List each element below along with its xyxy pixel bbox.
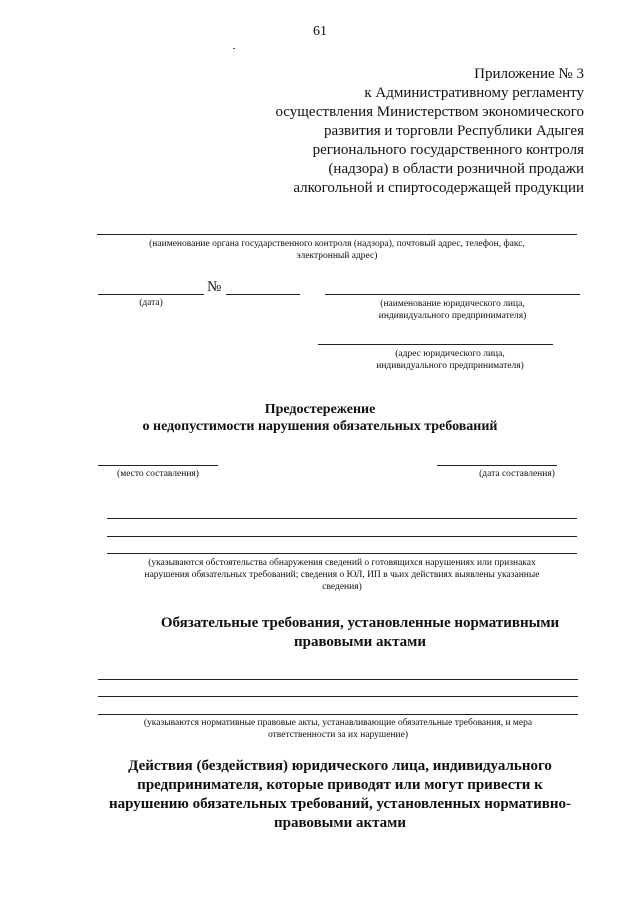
document-title — [0, 401, 640, 435]
fill-line — [98, 714, 578, 715]
caption-text: (адрес юридического лица, — [395, 349, 505, 359]
appendix-line: развития и торговли Республики Адыгея — [323, 123, 584, 139]
fill-line — [98, 679, 578, 680]
appendix-line: регионального государственного контроля — [312, 142, 584, 158]
date-line — [98, 294, 204, 295]
appendix-line: к Административному регламенту — [364, 85, 584, 101]
title-line: о недопустимости нарушения обязательных требований — [142, 419, 498, 434]
compile-date-line — [437, 465, 557, 466]
caption-text: индивидуального предпринимателя) — [376, 361, 524, 371]
caption-text: нарушения обязательных требований; сведения о ЮЛ, ИП в чьих действиях выявлены указанные — [144, 570, 540, 580]
appendix-line: осуществления Министерством экономического — [275, 104, 584, 120]
legal-acts-caption — [98, 717, 578, 741]
authority-line — [97, 234, 577, 235]
caption-text: индивидуального предпринимателя) — [378, 311, 527, 321]
fill-line — [107, 518, 577, 519]
caption-text: сведения) — [322, 582, 362, 592]
fill-line — [98, 696, 578, 697]
caption-text: ответственности за их нарушение) — [268, 730, 408, 740]
place-caption: (место составления) — [117, 469, 199, 479]
caption-text: (указываются нормативные правовые акты, устанавливающие обязательные требования, и мера — [143, 718, 533, 728]
heading-line: правовыми актами — [273, 815, 407, 831]
entity-name-line — [325, 294, 580, 295]
date-caption: (дата) — [139, 298, 163, 308]
heading-line: правовыми актами — [293, 634, 427, 650]
caption-text: (наименование органа государственного контроля (надзора), почтовый адрес, телефон, факс, — [149, 239, 525, 249]
place-line — [98, 465, 218, 466]
appendix-line: алкогольной и спиртосодержащей продукции — [293, 180, 584, 196]
compile-date-caption: (дата составления) — [479, 469, 555, 479]
heading-line: предпринимателя, которые приводят или могут привести к — [137, 777, 543, 793]
appendix-line: Приложение № 3 — [474, 66, 584, 82]
entity-address-caption — [330, 348, 570, 372]
requirements-heading — [100, 614, 620, 652]
actions-heading — [70, 757, 610, 833]
authority-caption — [97, 238, 577, 262]
appendix-line: (надзора) в области розничной продажи — [328, 161, 584, 177]
page-number: 61 — [313, 24, 327, 39]
caption-text: (наименование юридического лица, — [380, 299, 525, 309]
number-line — [226, 294, 300, 295]
number-sign: № — [207, 279, 222, 295]
heading-line: Обязательные требования, установленные нормативными — [160, 615, 560, 631]
appendix-block — [275, 65, 584, 198]
entity-name-caption — [325, 298, 580, 322]
heading-line: нарушению обязательных требований, установленных нормативно- — [109, 796, 571, 812]
fill-line — [107, 553, 577, 554]
stray-mark — [233, 48, 235, 49]
fill-line — [107, 536, 577, 537]
entity-address-line — [318, 344, 553, 345]
caption-text: (указываются обстоятельства обнаружения сведений о готовящихся нарушениях или признаках — [148, 558, 536, 568]
caption-text: электронный адрес) — [296, 251, 378, 261]
title-line: Предостережение — [264, 402, 376, 417]
circumstances-caption — [107, 557, 577, 593]
heading-line: Действия (бездействия) юридического лица, индивидуального — [128, 758, 552, 774]
